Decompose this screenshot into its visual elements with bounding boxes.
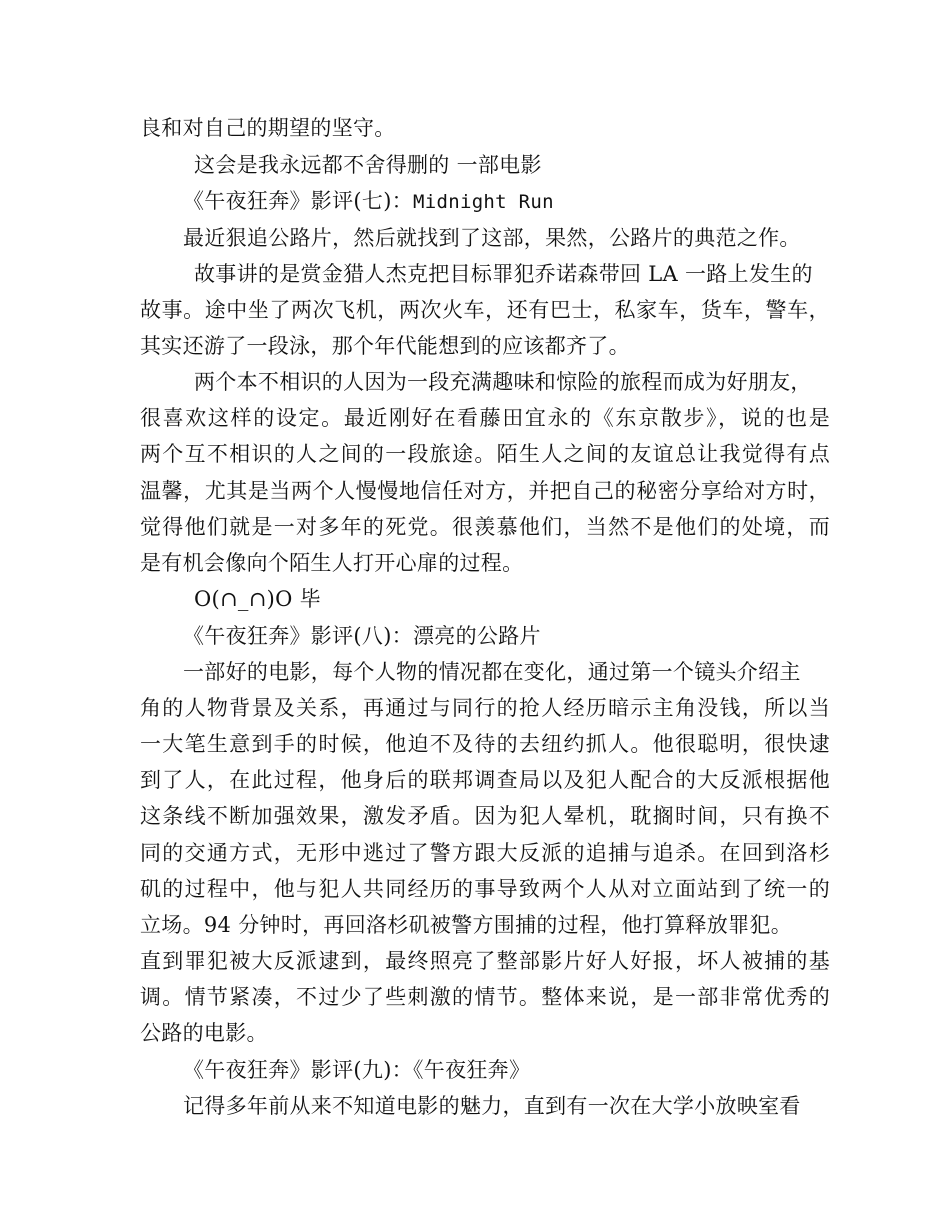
paragraph-line: 故事讲的是赏金猎人杰克把目标罪犯乔诺森带回 LA 一路上发生的 bbox=[194, 262, 813, 286]
paragraph-line: 良和对自己的期望的坚守。 bbox=[140, 116, 396, 140]
paragraph-line: 一部好的电影，每个人物的情况都在变化，通过第一个镜头介绍主 bbox=[183, 660, 801, 684]
paragraph-line: 立场。94 分钟时，再回洛杉矶被警方围捕的过程，他打算释放罪犯。 bbox=[140, 913, 792, 937]
paragraph-line: 这条线不断加强效果，激发矛盾。因为犯人晕机，耽搁时间，只有换不 bbox=[140, 804, 830, 828]
heading-title: 《午夜狂奔》影评(七)： bbox=[183, 189, 413, 213]
paragraph-line: 直到罪犯被大反派逮到，最终照亮了整部影片好人好报，坏人被捕的基 bbox=[140, 949, 830, 973]
paragraph-line: 同的交通方式，无形中逃过了警方跟大反派的追捕与追杀。在回到洛杉 bbox=[140, 841, 830, 865]
paragraph-line: 温馨，尤其是当两个人慢慢地信任对方，并把自己的秘密分享给对方时， bbox=[140, 479, 830, 503]
paragraph-line: 矶的过程中，他与犯人共同经历的事导致两个人从对立面站到了统一的 bbox=[140, 877, 830, 901]
paragraph-line: 其实还游了一段泳，那个年代能想到的应该都齐了。 bbox=[140, 334, 630, 358]
paragraph-line: 一大笔生意到手的时候，他迫不及待的去纽约抓人。他很聪明，很快逮 bbox=[140, 732, 830, 756]
paragraph-line: 角的人物背景及关系，再通过与同行的抢人经历暗示主角没钱，所以当 bbox=[140, 696, 830, 720]
paragraph-line: 记得多年前从来不知道电影的魅力，直到有一次在大学小放映室看 bbox=[183, 1094, 801, 1118]
paragraph-line: 公路的电影。 bbox=[140, 1021, 268, 1045]
paragraph-line: 调。情节紧凑，不过少了些刺激的情节。整体来说，是一部非常优秀的 bbox=[140, 985, 830, 1009]
paragraph-line: 最近狠追公路片，然后就找到了这部，果然，公路片的典范之作。 bbox=[183, 226, 801, 250]
paragraph-line: 两个互不相识的人之间的一段旅途。陌生人之间的友谊总让我觉得有点 bbox=[140, 442, 830, 466]
paragraph-line: 两个本不相识的人因为一段充满趣味和惊险的旅程而成为好朋友， bbox=[194, 370, 812, 394]
emoticon-line: O(∩_∩)O 毕 bbox=[194, 587, 321, 611]
section-heading-9: 《午夜狂奔》影评(九)：《午夜狂奔》 bbox=[183, 1058, 531, 1082]
section-heading-8: 《午夜狂奔》影评(八)：漂亮的公路片 bbox=[183, 624, 541, 648]
paragraph-line: 这会是我永远都不舍得删的 一部电影 bbox=[194, 153, 542, 177]
section-heading-7 bbox=[183, 187, 873, 216]
paragraph-line: 很喜欢这样的设定。最近刚好在看藤田宜永的《东京散步》，说的也是 bbox=[140, 406, 830, 430]
heading-subtitle: Midnight Run bbox=[413, 191, 554, 213]
paragraph-line: 到了人，在此过程，他身后的联邦调查局以及犯人配合的大反派根据他 bbox=[140, 768, 830, 792]
paragraph-line: 故事。途中坐了两次飞机，两次火车，还有巴士，私家车，货车，警车， bbox=[140, 298, 830, 322]
paragraph-line: 觉得他们就是一对多年的死党。很羡慕他们，当然不是他们的处境，而 bbox=[140, 515, 830, 539]
paragraph-line: 是有机会像向个陌生人打开心扉的过程。 bbox=[140, 551, 524, 575]
